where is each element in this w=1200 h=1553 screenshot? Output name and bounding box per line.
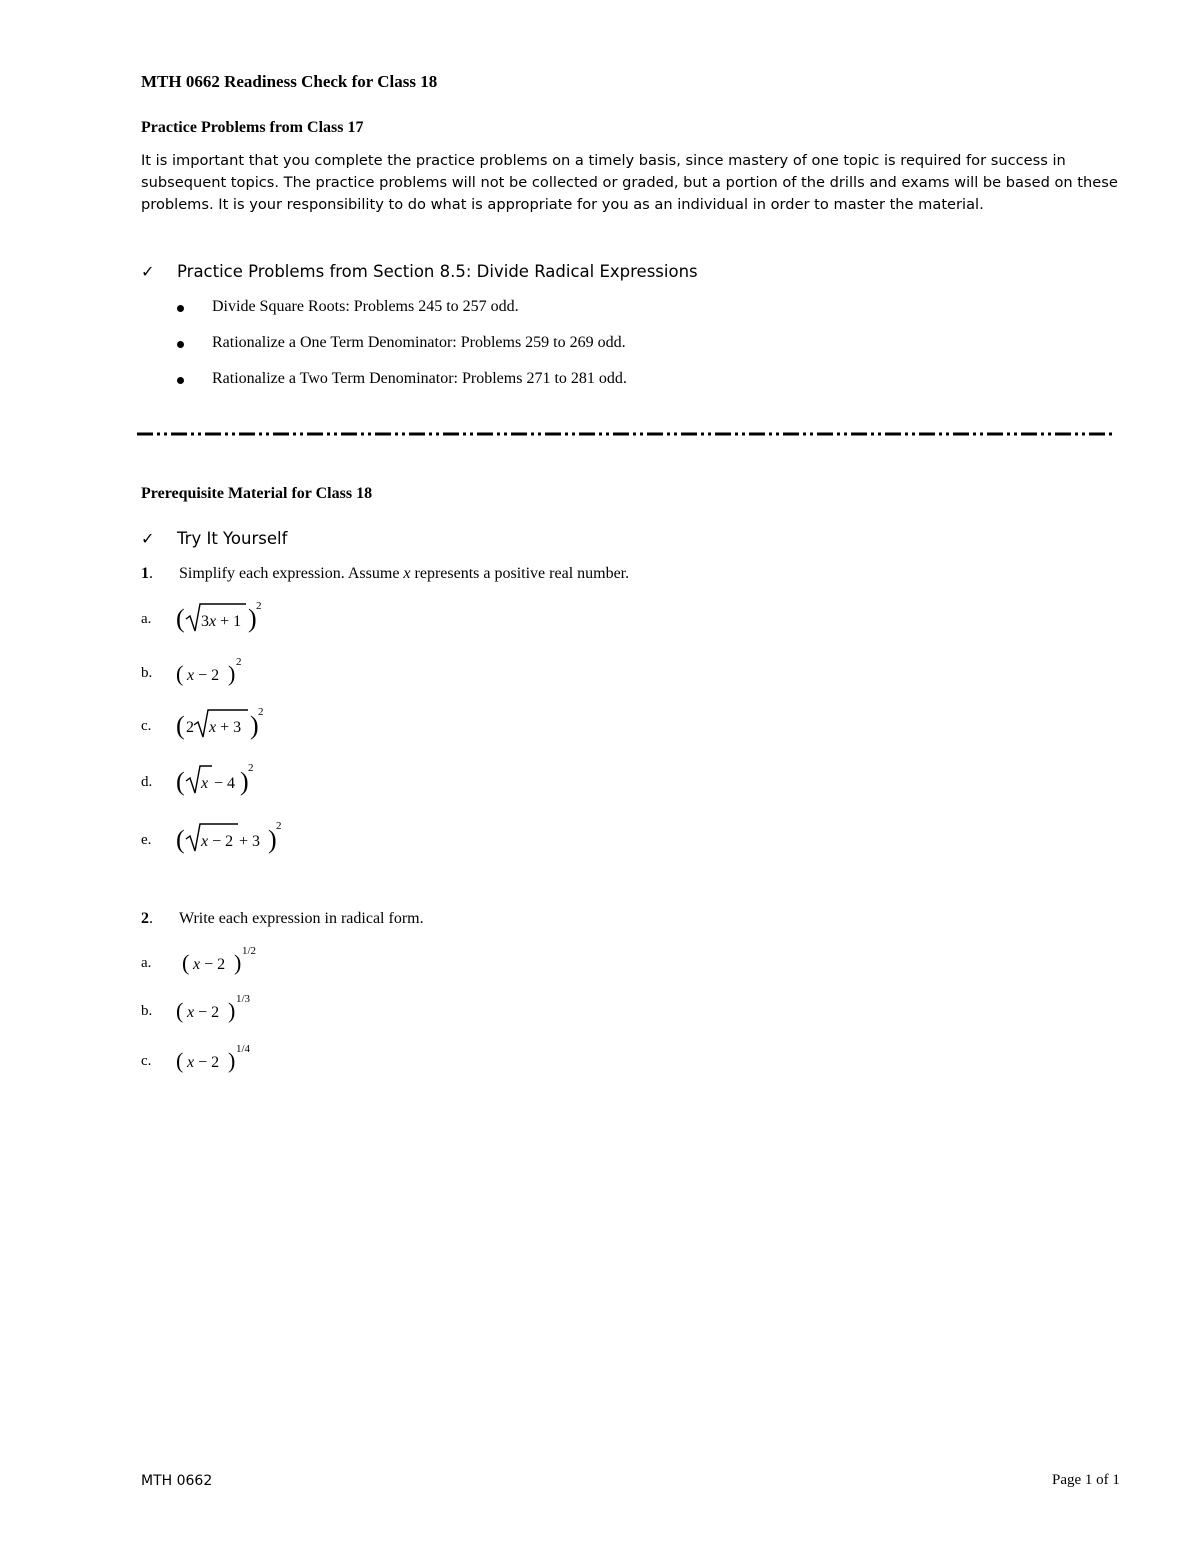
checkmark-icon: ✓ (141, 529, 155, 548)
practice-paragraph: It is important that you complete the practice problems on a timely basis, since mastery of one topic is required for success in subsequent topics. The practice problems will not be collected or graded, but a portion of the drills and exams will be based on these problems. It is your responsibility to do what is appropriate for you as an individual in order to master the material. (141, 152, 1118, 213)
item-label: c. (141, 718, 152, 734)
question-text: Simplify each expression. Assume (179, 565, 404, 582)
item-label: a. (141, 955, 152, 971)
svg-text:): ) (268, 825, 277, 854)
svg-text:(: ( (176, 604, 185, 633)
expression-2b (176, 992, 266, 1033)
practice-section-line (141, 262, 698, 281)
bullet-icon (177, 377, 184, 384)
svg-text:): ) (234, 950, 242, 975)
svg-text:1/4: 1/4 (236, 1043, 251, 1055)
question-number-dot: . (149, 910, 153, 927)
svg-text:x − 2: x − 2 (187, 1004, 220, 1021)
practice-heading: Practice Problems from Class 17 (141, 119, 364, 136)
svg-text:x + 3: x + 3 (209, 719, 242, 736)
item-label: e. (141, 832, 152, 848)
expression-1d (176, 760, 266, 805)
checkmark-icon: ✓ (141, 262, 155, 281)
practice-section-label: Practice Problems from Section 8.5: Divide Radical Expressions (177, 262, 698, 281)
svg-text:3x + 1: 3x + 1 (201, 613, 242, 630)
svg-text:2: 2 (258, 706, 264, 718)
svg-text:x: x (201, 775, 209, 792)
svg-text:(: ( (182, 950, 190, 975)
question-number: 1 (141, 565, 149, 582)
question-variable: x (403, 565, 411, 582)
expression-1a (176, 598, 276, 643)
svg-text:): ) (240, 767, 249, 796)
math-expression (176, 760, 266, 800)
try-it-label: Try It Yourself (177, 529, 288, 548)
math-expression (176, 598, 276, 638)
math-expression (182, 944, 272, 980)
svg-text:2: 2 (256, 600, 262, 612)
math-expression (176, 655, 266, 691)
page-title: MTH 0662 Readiness Check for Class 18 (141, 72, 438, 91)
svg-text:2: 2 (248, 762, 254, 774)
svg-text:1/2: 1/2 (242, 945, 257, 957)
item-label: b. (141, 665, 153, 681)
question-2 (141, 910, 424, 928)
try-it-line (141, 529, 287, 548)
question-text: Write each expression in radical form. (179, 910, 424, 927)
expression-1b (176, 655, 266, 696)
svg-text:x − 2: x − 2 (201, 833, 234, 850)
svg-text:1/3: 1/3 (236, 993, 251, 1005)
bullet-icon (177, 341, 184, 348)
question-1 (141, 565, 629, 583)
item-label: d. (141, 774, 153, 790)
bullet-icon (177, 305, 184, 312)
expression-2a (182, 944, 272, 985)
svg-text:x − 2: x − 2 (193, 956, 226, 973)
math-expression (176, 1042, 266, 1078)
footer-page-number: Page 1 of 1 (1052, 1472, 1120, 1488)
svg-text:x − 2: x − 2 (187, 667, 220, 684)
bullet-text: Rationalize a One Term Denominator: Problems 259 to 269 odd. (212, 334, 626, 351)
section-divider (137, 430, 1113, 438)
item-label: a. (141, 611, 152, 627)
question-text-end: represents a positive real number. (410, 565, 630, 582)
svg-text:2: 2 (236, 656, 242, 668)
svg-text:(: ( (176, 767, 185, 796)
bullet-text: Rationalize a Two Term Denominator: Problems 271 to 281 odd. (212, 370, 627, 387)
svg-text:− 4: − 4 (214, 775, 236, 792)
svg-text:): ) (228, 661, 236, 686)
item-label: b. (141, 1003, 153, 1019)
svg-text:2: 2 (276, 820, 282, 832)
svg-text:(: ( (176, 661, 184, 686)
math-expression (176, 817, 296, 857)
svg-text:): ) (250, 711, 259, 740)
svg-text:x − 2: x − 2 (187, 1054, 220, 1071)
expression-1c (176, 704, 276, 749)
expression-2c (176, 1042, 266, 1083)
svg-text:(: ( (176, 998, 184, 1023)
question-number: 2 (141, 910, 149, 927)
svg-text:): ) (228, 1048, 236, 1073)
svg-text:(: ( (176, 1048, 184, 1073)
svg-text:+ 3: + 3 (239, 833, 261, 850)
math-expression (176, 992, 266, 1028)
svg-text:(: ( (176, 711, 185, 740)
prereq-heading: Prerequisite Material for Class 18 (141, 485, 373, 502)
item-label: c. (141, 1053, 152, 1069)
svg-text:(: ( (176, 825, 185, 854)
svg-text:): ) (228, 998, 236, 1023)
question-number-dot: . (149, 565, 153, 582)
expression-1e (176, 817, 296, 862)
footer-course: MTH 0662 (141, 1473, 213, 1489)
math-expression (176, 704, 276, 744)
svg-text:): ) (248, 604, 257, 633)
bullet-text: Divide Square Roots: Problems 245 to 257 odd. (212, 298, 519, 315)
svg-text:2: 2 (186, 719, 194, 736)
